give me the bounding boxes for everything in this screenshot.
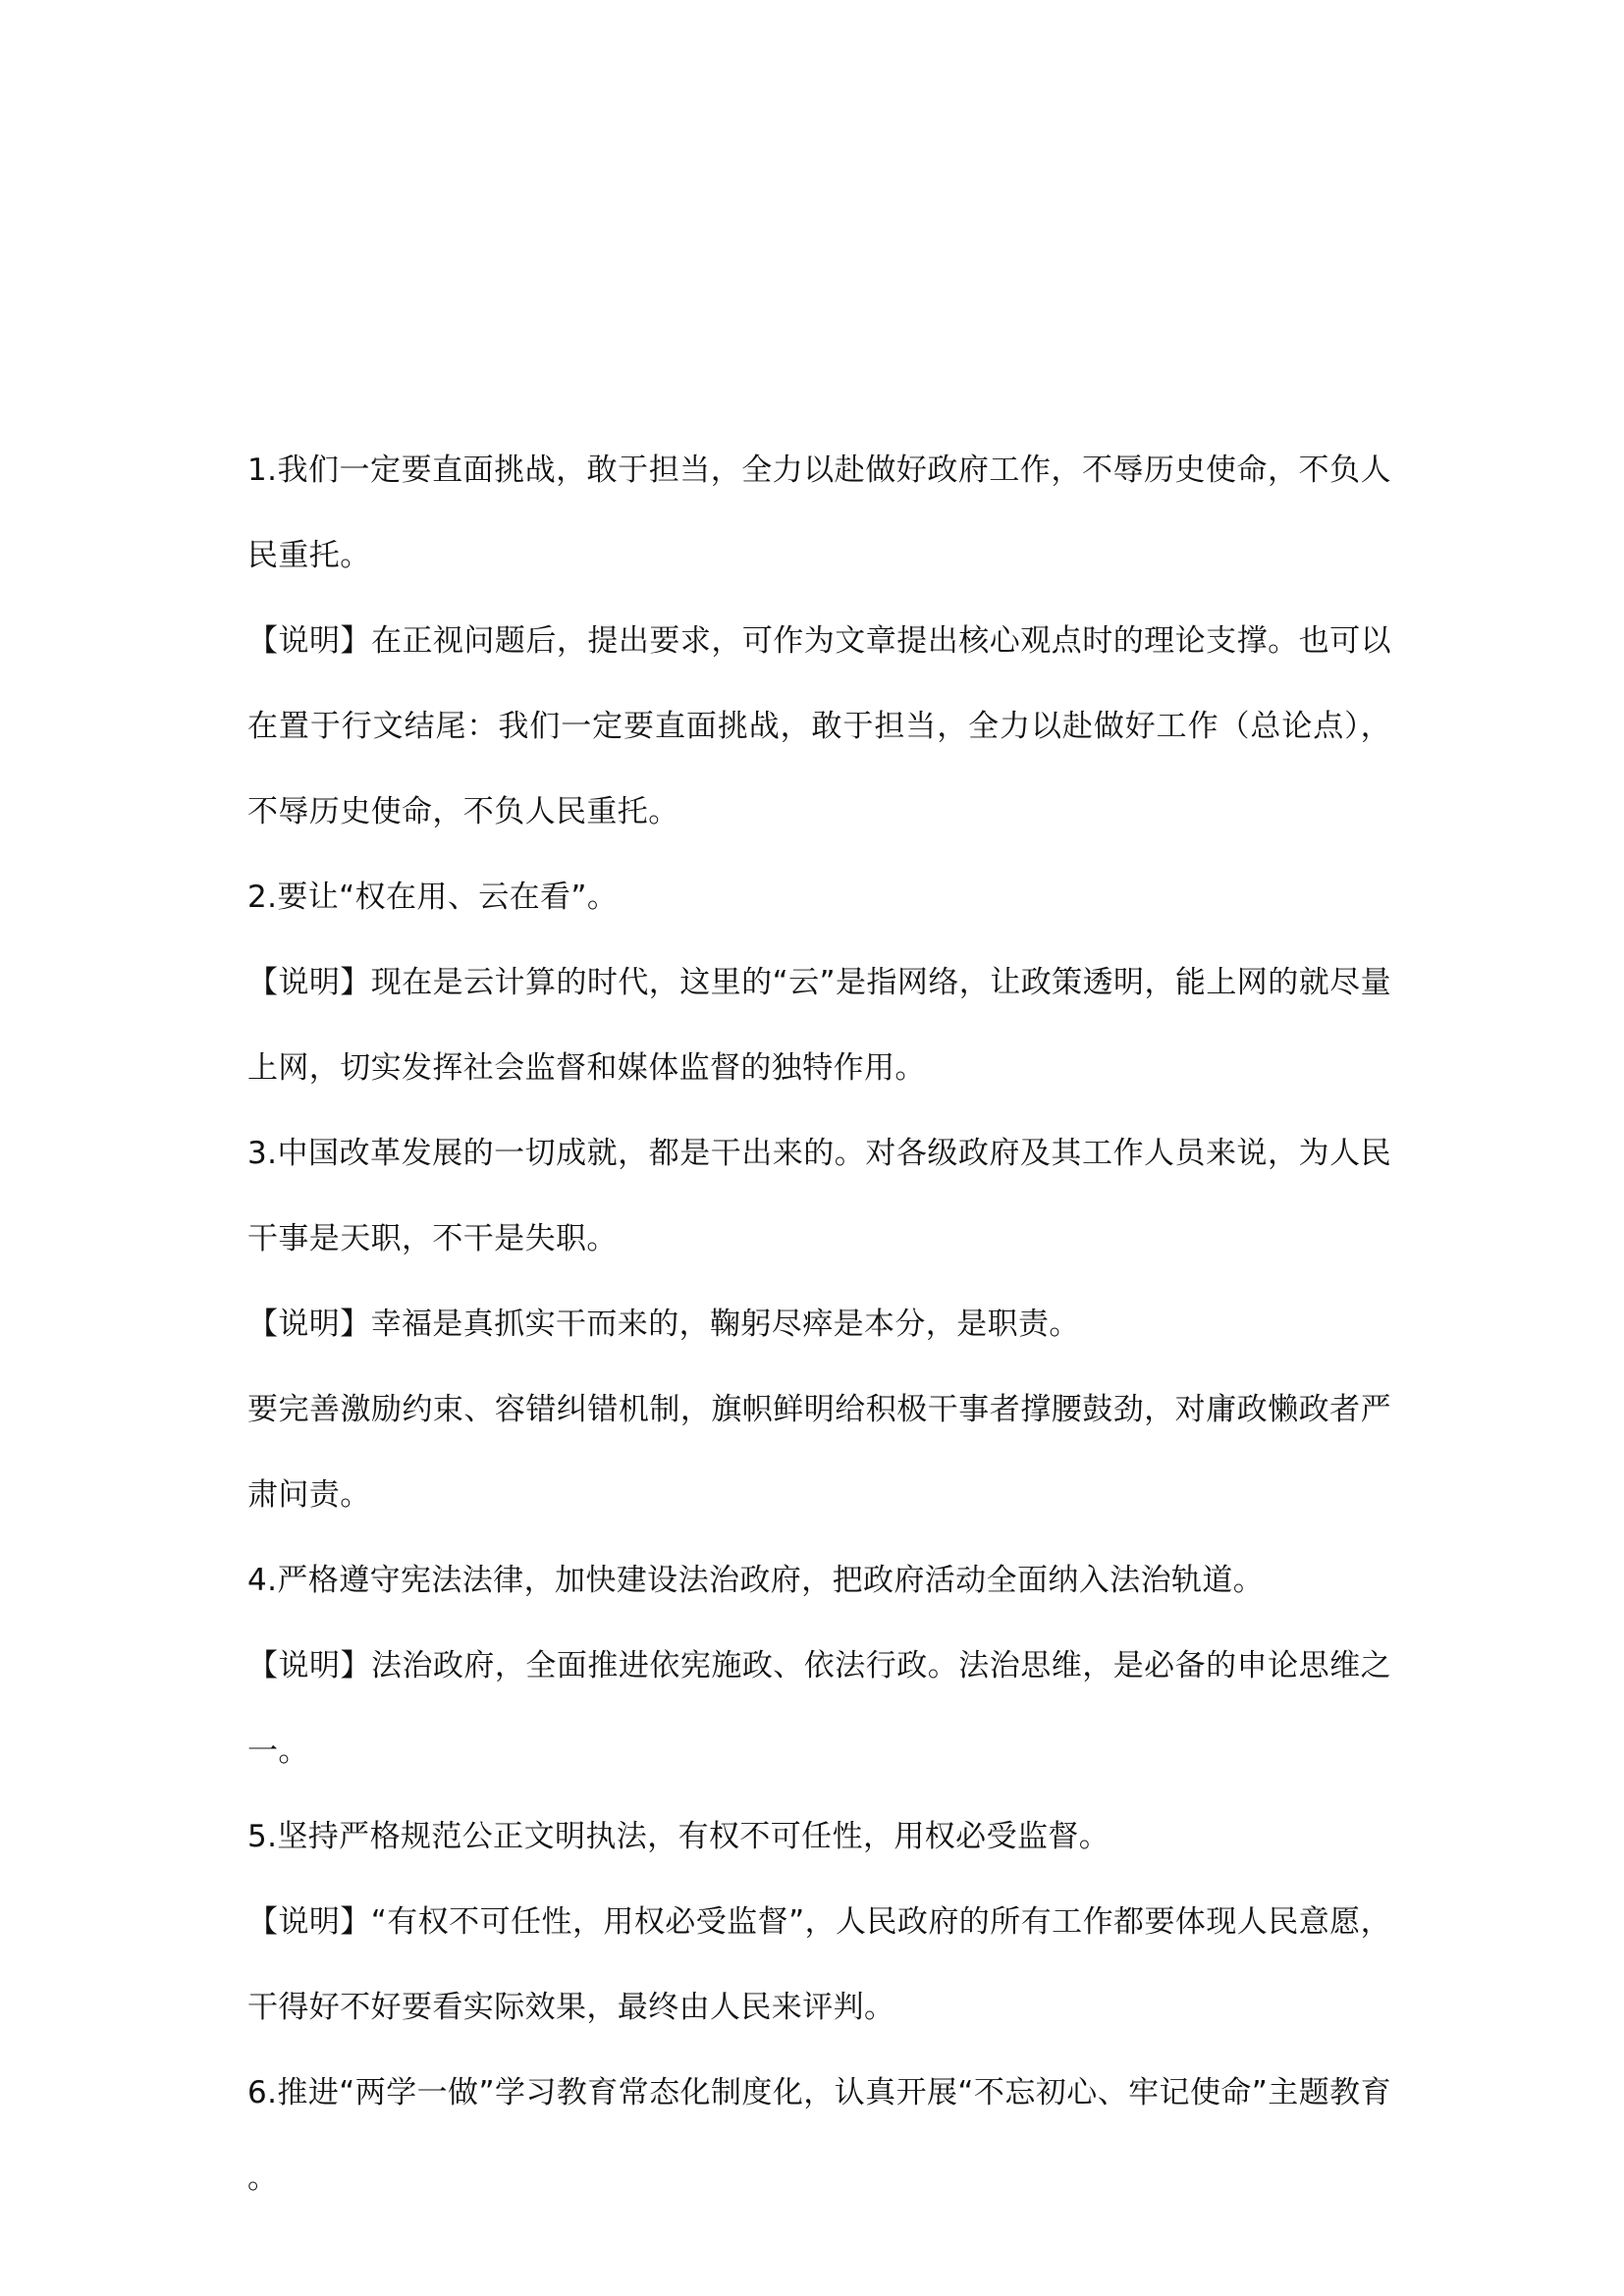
paragraph-3: 3.中国改革发展的一切成就，都是干出来的。对各级政府及其工作人员来说，为人民干事是天职，不干是失职。 xyxy=(247,1136,1391,1256)
paragraph-6: 6.推进“两学一做”学习教育常态化制度化，认真开展“不忘初心、牢记使命”主题教育。 xyxy=(247,2075,1391,2196)
paragraph-1: 1.我们一定要直面挑战，敢于担当，全力以赴做好政府工作，不辱历史使命，不负人民重托。 xyxy=(247,453,1391,573)
explanation-3: 【说明】幸福是真抓实干而来的，鞠躬尽瘁是本分，是职责。 xyxy=(247,1307,1080,1342)
explanation-1: 【说明】在正视问题后，提出要求，可作为文章提出核心观点时的理论支撑。也可以在置于行文结尾：我们一定要直面挑战，敢于担当，全力以赴做好工作（总论点），不辱历史使命，不负人民重托。 xyxy=(247,623,1391,829)
paragraph-4: 4.严格遵守宪法法律，加快建设法治政府，把政府活动全面纳入法治轨道。 xyxy=(247,1563,1265,1598)
explanation-4: 【说明】法治政府，全面推进依宪施政、依法行政。法治思维，是必备的申论思维之一。 xyxy=(247,1648,1391,1769)
document-body xyxy=(247,428,1391,2221)
explanation-2: 【说明】现在是云计算的时代，这里的“云”是指网络，让政策透明，能上网的就尽量上网，切实发挥社会监督和媒体监督的独特作用。 xyxy=(247,965,1391,1086)
explanation-5: 【说明】“有权不可任性，用权必受监督”，人民政府的所有工作都要体现人民意愿，干得好不好要看实际效果，最终由人民来评判。 xyxy=(247,1904,1391,2025)
paragraph-2: 2.要让“权在用、云在看”。 xyxy=(247,880,619,915)
paragraph-3-continued: 要完善激励约束、容错纠错机制，旗帜鲜明给积极干事者撑腰鼓劲，对庸政懒政者严肃问责。 xyxy=(247,1392,1391,1513)
paragraph-5: 5.坚持严格规范公正文明执法，有权不可任性，用权必受监督。 xyxy=(247,1819,1110,1854)
